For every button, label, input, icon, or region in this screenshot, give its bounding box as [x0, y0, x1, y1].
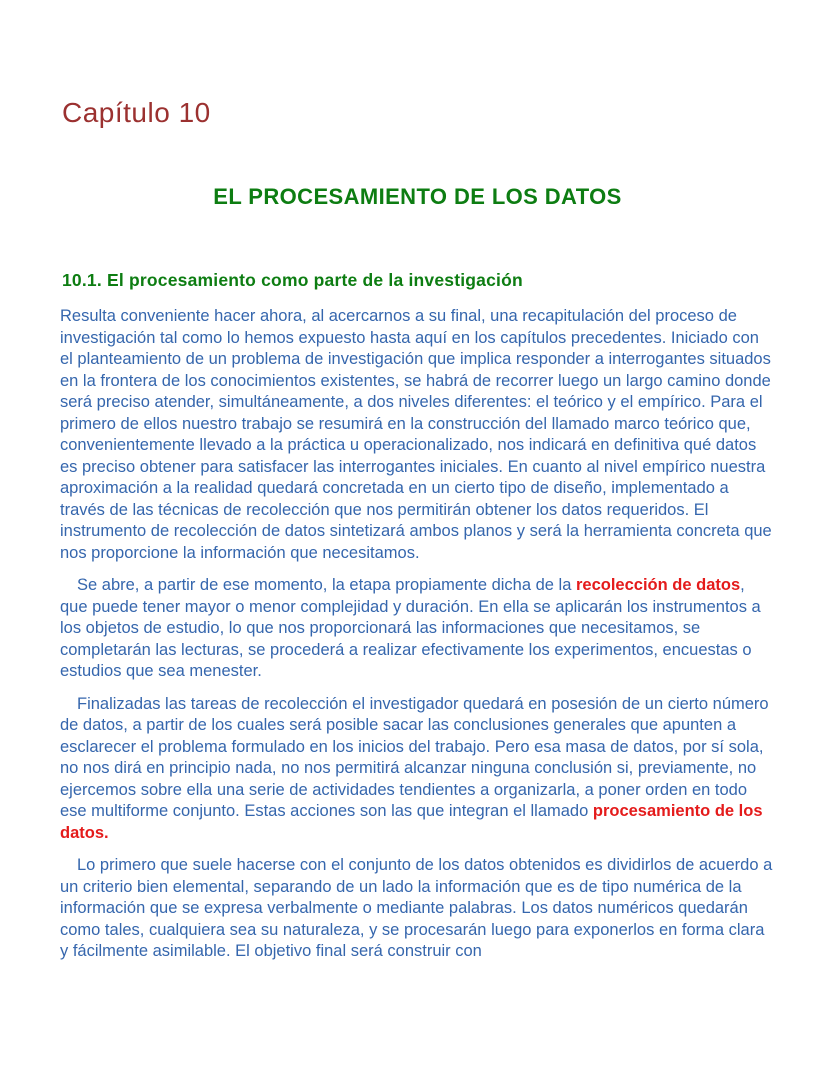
paragraph	[60, 855, 776, 963]
text-segment: Finalizadas las tareas de recolección el investigador quedará en posesión de un cierto número de datos, a partir de los cuales será posible sacar las conclusiones generales que apunten a esclarecer el problema formulado en los inicios del trabajo. Pero esa masa de datos, por sí sola, no nos dirá en principio nada, no nos permitirá alcanzar ninguna conclusión si, previamente, no ejercemos sobre ella una serie de actividades tendientes a organizarla, a poner orden en todo ese multiforme conjunto. Estas acciones son las que integran el llamado	[60, 694, 769, 820]
chapter-label: Capítulo 10	[62, 97, 211, 128]
page-title: EL PROCESAMIENTO DE LOS DATOS	[213, 184, 622, 209]
text-segment: , que puede tener mayor o menor complejidad y duración. En ella se aplicarán los instrumentos a los objetos de estudio, lo que nos proporcionará las informaciones que necesitamos, se completarán las lecturas, se procederá a realizar efectivamente los experimentos, encuestas o estudios que sea menester.	[60, 576, 761, 680]
text-segment: Se abre, a partir de ese momento, la etapa propiamente dicha de la	[77, 576, 576, 594]
text-segment: Lo primero que suele hacerse con el conjunto de los datos obtenidos es dividirlos de acuerdo a un criterio bien elemental, separando de un lado la información que es de tipo numérica de la información que se expresa verbalmente o mediante palabras. Los datos numéricos quedarán como tales, cualquiera sea su naturaleza, y se procesarán luego para exponerlos en forma clara y fácilmente asimilable. El objetivo final será construir con	[60, 856, 773, 960]
section-heading: 10.1. El procesamiento como parte de la investigación	[62, 270, 523, 290]
emphasis-text: procesamiento de los datos.	[60, 802, 763, 842]
text-segment: Resulta conveniente hacer ahora, al acercarnos a su final, una recapitulación del proceso de investigación tal como lo hemos expuesto hasta aquí en los capítulos precedentes. Iniciado con el planteamiento de un problema de investigación que implica responder a interrogantes situados en la frontera de los conocimientos existentes, se habrá de recorrer luego un largo camino donde será preciso atender, simultáneamente, a dos niveles diferentes: el teórico y el empírico. Para el primero de ellos nuestro trabajo se resumirá en la construcción del llamado marco teórico que, convenientemente llevado a la práctica u operacionalizado, nos indicará en definitiva qué datos es preciso obtener para satisfacer las interrogantes iniciales. En cuanto al nivel empírico nuestra aproximación a la realidad quedará concretada en un cierto tipo de diseño, implementado a través de las técnicas de recolección que nos permitirán obtener los datos requeridos. El instrumento de recolección de datos sintetizará ambos planos y será la herramienta concreta que nos proporcione la información que necesitamos.	[60, 307, 772, 562]
paragraph	[60, 306, 776, 564]
emphasis-text: recolección de datos	[575, 576, 741, 594]
paragraph	[60, 694, 776, 845]
paragraph	[60, 575, 776, 683]
body-text	[60, 306, 776, 974]
